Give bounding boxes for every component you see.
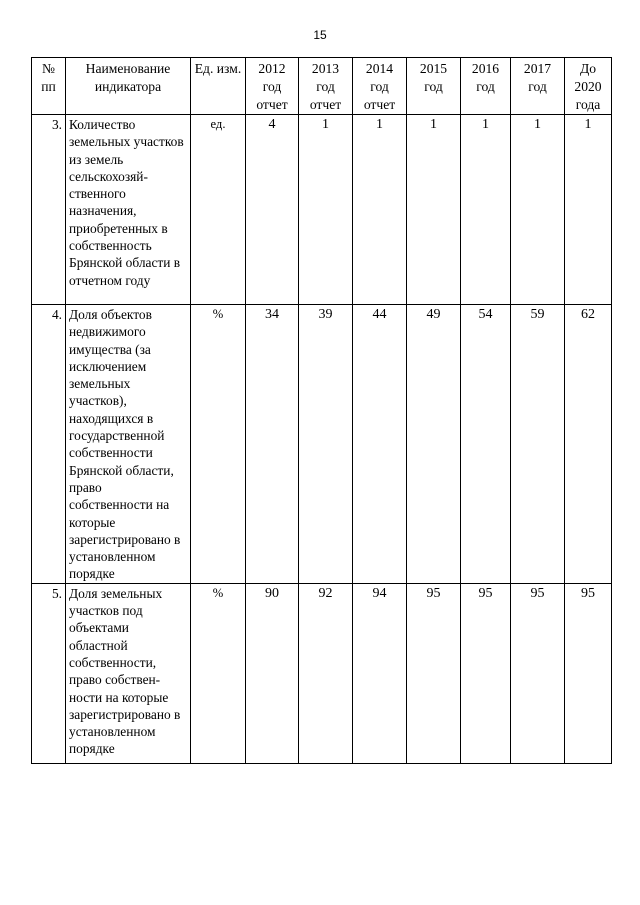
value-2012: 90 [246, 583, 299, 763]
value-2016: 1 [461, 115, 511, 305]
indicator-unit: ед. [191, 115, 246, 305]
header-year-2016: 2016 год [461, 58, 511, 115]
indicator-unit: % [191, 305, 246, 584]
row-number: 4. [32, 305, 66, 584]
indicator-unit: % [191, 583, 246, 763]
value-2016: 54 [461, 305, 511, 584]
value-2014: 44 [353, 305, 407, 584]
value-2013: 1 [299, 115, 353, 305]
value-2017: 59 [511, 305, 565, 584]
value-2013: 92 [299, 583, 353, 763]
table-row [32, 115, 612, 305]
indicator-name: Доля объектов недвижимого имущества (за исключением земельных участков), находящихся в государственной собственности Брянской области, право собственности на которые зарегистрировано в установленном порядке [66, 305, 191, 584]
header-name: Наименование индикатора [66, 58, 191, 115]
value-2014: 94 [353, 583, 407, 763]
row-number: 3. [32, 115, 66, 305]
value-2013: 39 [299, 305, 353, 584]
value-2012: 34 [246, 305, 299, 584]
header-unit: Ед. изм. [191, 58, 246, 115]
header-num: № пп [32, 58, 66, 115]
value-2015: 1 [407, 115, 461, 305]
indicator-name: Доля земельных участков под объектами областной собственности, право собствен-ности на которые зарегистрировано в установленном порядке [66, 583, 191, 763]
value-2017: 1 [511, 115, 565, 305]
header-year-2013: 2013 год отчет [299, 58, 353, 115]
indicator-name: Количество земельных участков из земель сельскохозяй-ственного назначения, приобретенных в собственность Брянской области в отчетном году [66, 115, 191, 305]
page-number: 15 [313, 28, 327, 42]
value-2015: 49 [407, 305, 461, 584]
value-2020: 62 [565, 305, 612, 584]
value-2017: 95 [511, 583, 565, 763]
table-row [32, 305, 612, 584]
value-2014: 1 [353, 115, 407, 305]
value-2020: 95 [565, 583, 612, 763]
value-2015: 95 [407, 583, 461, 763]
indicators-table [31, 57, 612, 764]
header-year-2014: 2014 год отчет [353, 58, 407, 115]
header-year-2017: 2017 год [511, 58, 565, 115]
header-year-2012: 2012 год отчет [246, 58, 299, 115]
header-year-2015: 2015 год [407, 58, 461, 115]
table-header-row [32, 58, 612, 115]
value-2012: 4 [246, 115, 299, 305]
row-number: 5. [32, 583, 66, 763]
table-row [32, 583, 612, 763]
header-year-2020: До 2020 года [565, 58, 612, 115]
value-2016: 95 [461, 583, 511, 763]
value-2020: 1 [565, 115, 612, 305]
